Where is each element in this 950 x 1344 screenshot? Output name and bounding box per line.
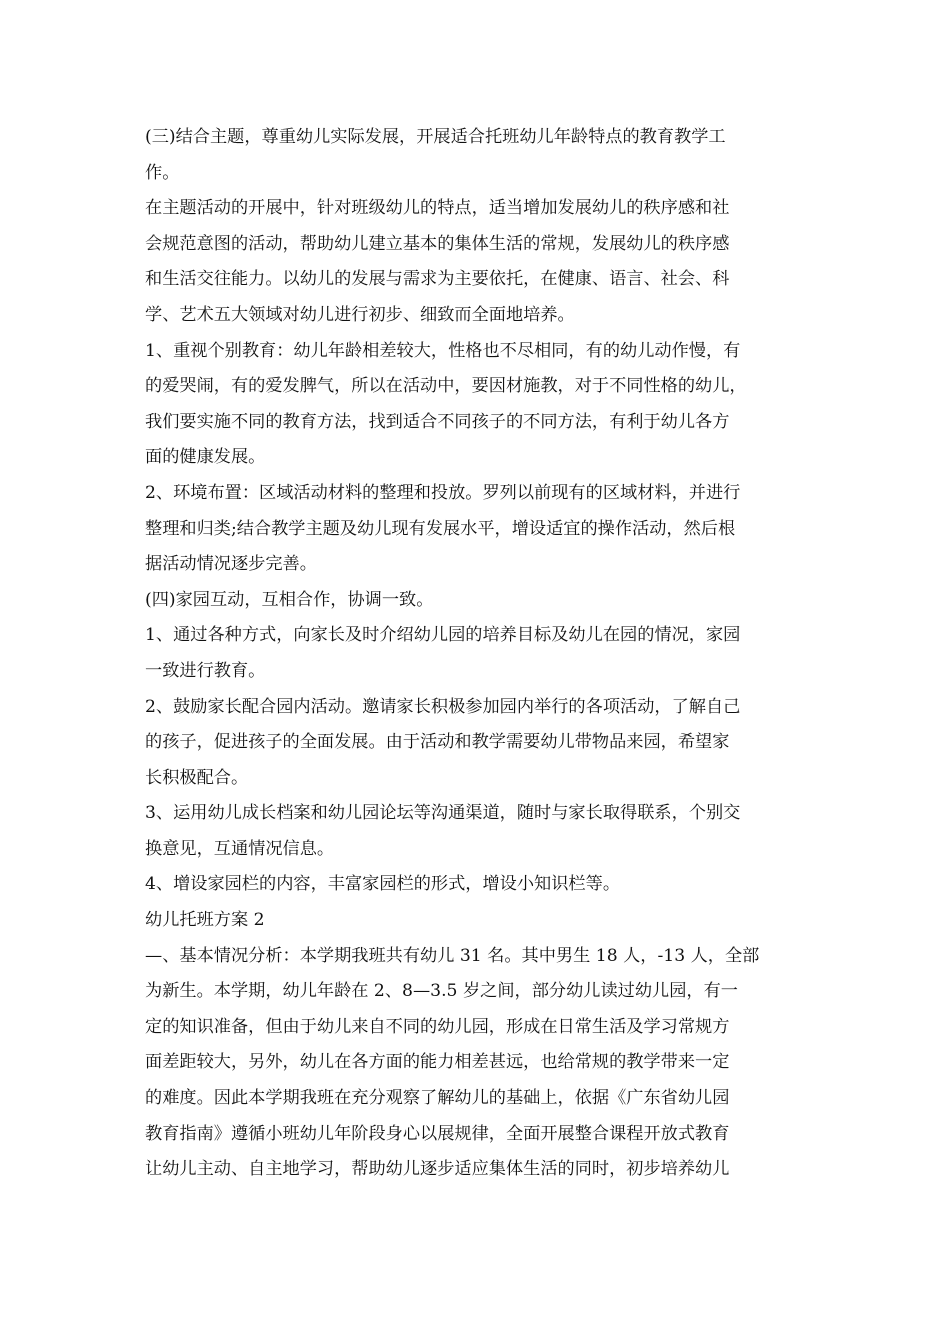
text-line: 作。 xyxy=(145,162,180,183)
text-line: 教育指南》遵循小班幼儿年阶段身心以展规律，全面开展整合课程开放式教育 xyxy=(145,1123,730,1144)
document-page xyxy=(145,120,825,1188)
section-heading: 幼儿托班方案 2 xyxy=(145,910,265,931)
text-line: (三)结合主题，尊重幼儿实际发展，开展适合托班幼儿年龄特点的教育教学工 xyxy=(145,127,726,147)
text-line: 长积极配合。 xyxy=(145,767,249,788)
text-line: 一致进行教育。 xyxy=(145,660,266,681)
text-line: 定的知识准备，但由于幼儿来自不同的幼儿园，形成在日常生活及学习常规方 xyxy=(145,1016,730,1037)
text-line: 为新生。本学期，幼儿年龄在 2、8—3.5 岁之间，部分幼儿读过幼儿园，有一 xyxy=(145,981,738,1002)
text-line: 据活动情况逐步完善。 xyxy=(145,554,317,575)
text-line: 在主题活动的开展中，针对班级幼儿的特点，适当增加发展幼儿的秩序感和社 xyxy=(145,198,730,219)
text-line: 的难度。因此本学期我班在充分观察了解幼儿的基础上，依据《广东省幼儿园 xyxy=(145,1088,730,1109)
text-line: 和生活交往能力。以幼儿的发展与需求为主要依托，在健康、语言、社会、科 xyxy=(145,269,730,290)
text-line: 我们要实施不同的教育方法，找到适合不同孩子的不同方法，有利于幼儿各方 xyxy=(145,411,730,432)
text-line: 会规范意图的活动，帮助幼儿建立基本的集体生活的常规，发展幼儿的秩序感 xyxy=(145,233,730,254)
text-line: 学、艺术五大领域对幼儿进行初步、细致而全面地培养。 xyxy=(145,304,575,325)
text-line: 面的健康发展。 xyxy=(145,447,266,468)
text-line: 让幼儿主动、自主地学习，帮助幼儿逐步适应集体生活的同时，初步培养幼儿 xyxy=(145,1159,730,1180)
text-line: 整理和归类;结合教学主题及幼儿现有发展水平，增设适宜的操作活动，然后根 xyxy=(145,518,736,539)
text-line: 面差距较大，另外，幼儿在各方面的能力相差甚远，也给常规的教学带来一定 xyxy=(145,1052,730,1073)
text-line: 3、运用幼儿成长档案和幼儿园论坛等沟通渠道，随时与家长取得联系，个别交 xyxy=(145,803,741,824)
text-line: 1、重视个别教育：幼儿年龄相差较大，性格也不尽相同，有的幼儿动作慢，有 xyxy=(145,340,741,361)
text-line: 换意见，互通情况信息。 xyxy=(145,838,335,859)
text-line: —、基本情况分析：本学期我班共有幼儿 31 名。其中男生 18 人，-13 人，全部 xyxy=(145,945,760,966)
text-line: 的孩子，促进孩子的全面发展。由于活动和教学需要幼儿带物品来园，希望家 xyxy=(145,732,730,753)
text-line: 2、环境布置：区域活动材料的整理和投放。罗列以前现有的区域材料，并进行 xyxy=(145,482,741,503)
text-line: 4、增设家园栏的内容，丰富家园栏的形式，增设小知识栏等。 xyxy=(145,874,621,895)
text-line: 的爱哭闹，有的爱发脾气，所以在活动中，要因材施教，对于不同性格的幼儿， xyxy=(145,376,747,397)
text-line: 1、通过各种方式，向家长及时介绍幼儿园的培养目标及幼儿在园的情况，家园 xyxy=(145,625,741,646)
text-line: (四)家园互动，互相合作，协调一致。 xyxy=(145,589,434,610)
text-line: 2、鼓励家长配合园内活动。邀请家长积极参加园内举行的各项活动，了解自己 xyxy=(145,696,741,717)
